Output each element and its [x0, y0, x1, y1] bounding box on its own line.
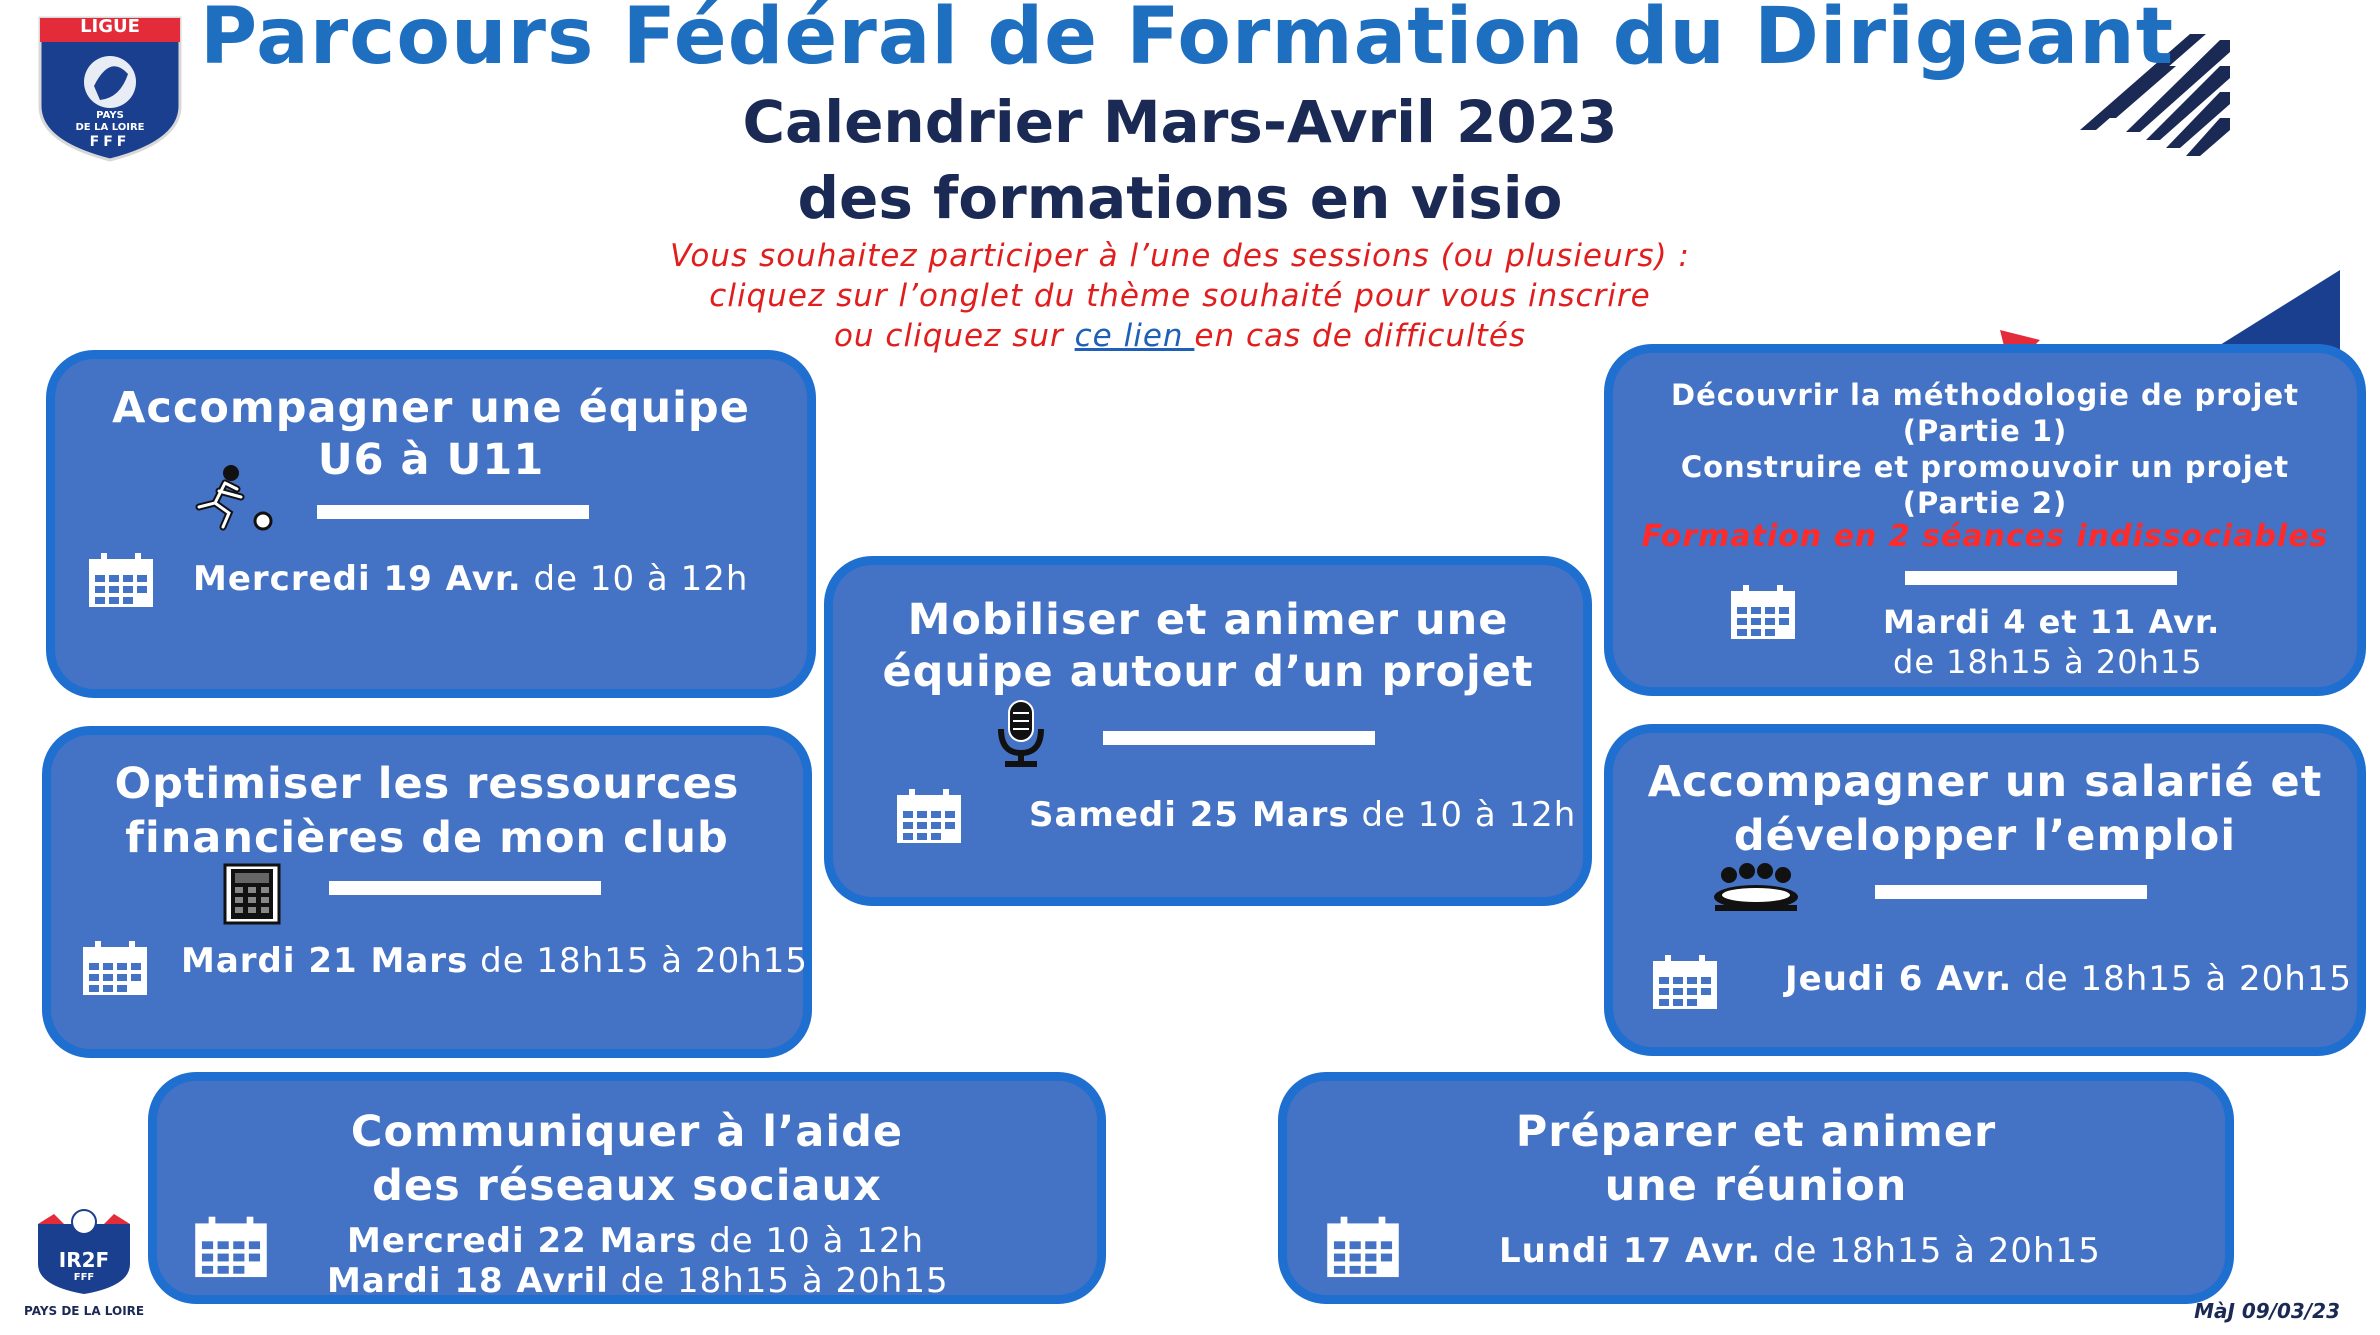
help-link[interactable]: ce lien — [1074, 318, 1195, 354]
card-title-line2: développer l’emploi — [1733, 811, 2237, 861]
card-optimiser-ressources[interactable] — [42, 726, 812, 1058]
intro-line-2: cliquez sur l’onglet du thème souhaité pour vous inscrire — [709, 278, 1651, 314]
microphone-icon — [993, 699, 1049, 771]
card-mobiliser-equipe[interactable] — [824, 556, 1592, 906]
card-accompagner-salarie[interactable] — [1604, 724, 2366, 1056]
card-title-line3: Construire et promouvoir un projet — [1680, 450, 2290, 484]
card-separator — [1875, 885, 2147, 899]
ligue-logo-label: LIGUE — [80, 16, 140, 37]
session-date-time: de 18h15 à 20h15 — [1761, 1231, 2101, 1271]
calendar-icon — [895, 789, 963, 849]
calendar-icon — [87, 553, 155, 613]
card-title-line2: U6 à U11 — [317, 435, 545, 485]
session-date-day: Samedi 25 Mars — [1029, 795, 1350, 835]
session-date-1-day: Mercredi 22 Mars — [347, 1221, 698, 1261]
card-accompagner-equipe-u6[interactable] — [46, 350, 816, 698]
session-date — [1785, 959, 2352, 999]
calendar-icon — [1651, 955, 1719, 1015]
ligue-logo-region2: DE LA LOIRE — [75, 122, 145, 133]
session-date-day: Mardi 4 et 11 Avr. — [1883, 603, 2221, 641]
card-methodologie-projet[interactable] — [1604, 344, 2366, 696]
football-player-icon — [185, 463, 275, 533]
card-communiquer-reseaux[interactable] — [148, 1072, 1106, 1304]
session-date-time: de 18h15 à 20h15 — [1893, 643, 2203, 681]
calendar-icon — [1729, 585, 1797, 645]
calendar-icon — [1325, 1215, 1401, 1285]
session-date-day: Jeudi 6 Avr. — [1785, 959, 2013, 999]
meeting-icon — [1711, 861, 1801, 913]
card-title-line1: Préparer et animer — [1515, 1107, 1997, 1157]
calendar-icon — [193, 1215, 269, 1285]
session-date — [1499, 1231, 2101, 1271]
card-title-line4: (Partie 2) — [1902, 486, 2068, 520]
session-date-day: Lundi 17 Avr. — [1499, 1231, 1762, 1271]
page-subtitle-2: des formations en visio — [797, 164, 1563, 232]
calculator-icon — [223, 863, 281, 925]
intro-line-1: Vous souhaitez participer à l’une des sessions (ou plusieurs) : — [670, 238, 1690, 274]
card-separator — [317, 505, 589, 519]
session-date-time: de 18h15 à 20h15 — [2012, 959, 2353, 999]
card-preparer-reunion[interactable] — [1278, 1072, 2234, 1304]
card-separator — [1905, 571, 2177, 585]
intro-line-3-before: ou cliquez sur — [833, 318, 1075, 354]
ir2f-logo-name: IR2F — [58, 1248, 110, 1272]
ligue-logo-fff: FFF — [89, 134, 131, 150]
card-title-line2: des réseaux sociaux — [372, 1161, 882, 1211]
card-separator — [1103, 731, 1375, 745]
session-date-2-time: de 18h15 à 20h15 — [608, 1261, 949, 1301]
session-date-time: de 10 à 12h — [521, 559, 749, 599]
card-separator — [329, 881, 601, 895]
card-title-line1: Optimiser les ressources — [114, 759, 740, 809]
ligue-logo-region1: PAYS — [96, 110, 124, 121]
card-title-line2: financières de mon club — [125, 813, 729, 863]
update-date: MàJ 09/03/23 — [2194, 1299, 2340, 1323]
ir2f-logo-region: PAYS DE LA LOIRE — [24, 1304, 145, 1318]
card-title-line1: Accompagner un salarié et — [1647, 757, 2323, 807]
card-title-line2: (Partie 1) — [1902, 414, 2068, 448]
session-date-2 — [327, 1261, 949, 1301]
card-title-line1: Communiquer à l’aide — [350, 1107, 904, 1157]
card-title-line2: équipe autour d’un projet — [882, 647, 1534, 697]
session-date-1-time: de 10 à 12h — [697, 1221, 925, 1261]
session-date-2-day: Mardi 18 Avril — [327, 1261, 609, 1301]
card-note: Formation en 2 séances indissociables — [1641, 519, 2329, 554]
session-date-day: Mardi 21 Mars — [181, 941, 469, 981]
card-title-line1: Mobiliser et animer une — [907, 595, 1509, 645]
page-subtitle-1: Calendrier Mars-Avril 2023 — [742, 88, 1618, 156]
session-date — [193, 559, 748, 599]
calendar-icon — [81, 941, 149, 1001]
session-date-time: de 10 à 12h — [1349, 795, 1577, 835]
session-date — [181, 941, 808, 981]
card-title-line2: une réunion — [1604, 1161, 1908, 1211]
card-title-line1: Accompagner une équipe — [112, 383, 750, 433]
ir2f-logo-fff: FFF — [73, 1272, 95, 1283]
session-date — [1029, 795, 1576, 835]
session-date-time: de 18h15 à 20h15 — [468, 941, 809, 981]
card-title-line1: Découvrir la méthodologie de projet — [1671, 378, 2299, 412]
ir2f-logo — [24, 1208, 144, 1324]
session-date-day: Mercredi 19 Avr. — [193, 559, 522, 599]
intro-line-3-after: en cas de difficultés — [1194, 318, 1527, 354]
page-title: Parcours Fédéral de Formation du Dirigeant — [200, 0, 2174, 82]
session-date-1 — [347, 1221, 924, 1261]
